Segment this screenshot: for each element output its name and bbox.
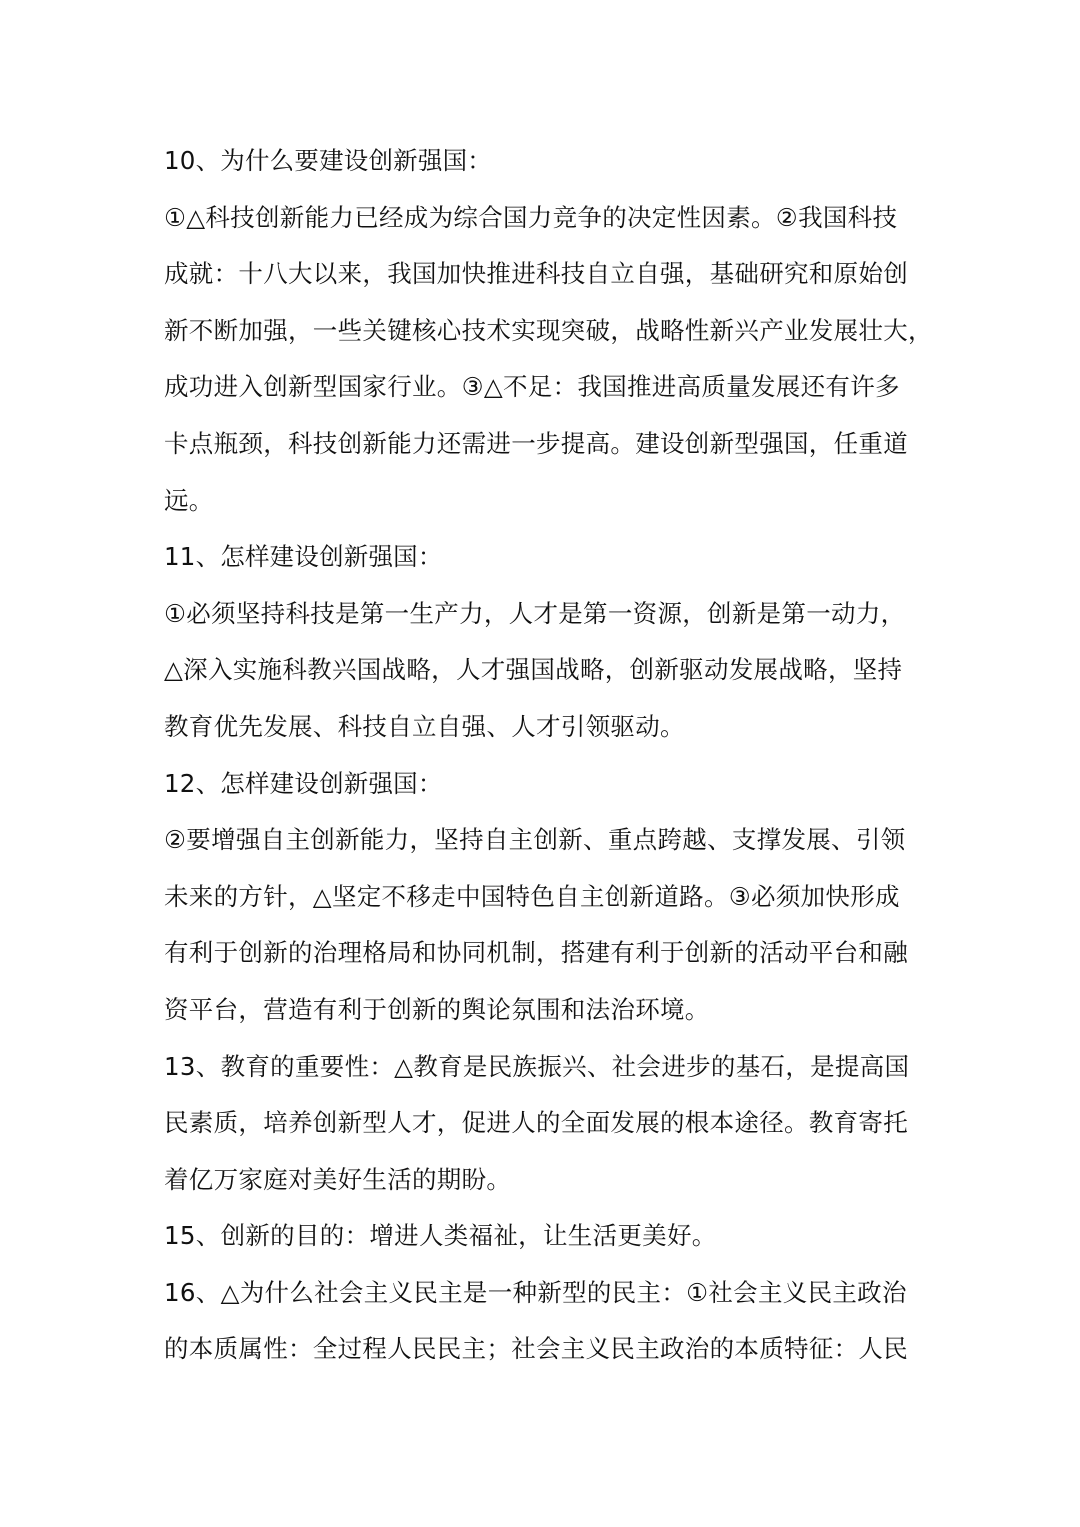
heading-q12: 12、怎样建设创新强国： <box>164 768 443 798</box>
text-line: 未来的方针，△坚定不移走中国特色自主创新道路。③必须加快形成 <box>164 881 900 911</box>
text-line: 成功进入创新型国家行业。③△不足：我国推进高质量发展还有许多 <box>164 372 900 402</box>
heading-q10: 10、为什么要建设创新强国： <box>164 146 492 175</box>
text-line: 民素质，培养创新型人才，促进人的全面发展的根本途径。教育寄托 <box>164 1108 908 1138</box>
heading-q15: 15、创新的目的：增进人类福祉，让生活更美好。 <box>164 1221 717 1251</box>
document-body <box>164 138 934 1383</box>
text-line: ①△科技创新能力已经成为综合国力竞争的决定性因素。②我国科技 <box>164 202 898 232</box>
text-line: 有利于创新的治理格局和协同机制，搭建有利于创新的活动平台和融 <box>164 938 908 968</box>
heading-q11: 11、怎样建设创新强国： <box>164 542 443 572</box>
text-line: 卡点瓶颈，科技创新能力还需进一步提高。建设创新型强国，任重道 <box>164 428 908 458</box>
text-line: 的本质属性：全过程人民民主；社会主义民主政治的本质特征：人民 <box>164 1334 908 1364</box>
text-line: ①必须坚持科技是第一生产力，人才是第一资源，创新是第一动力， <box>164 598 906 628</box>
heading-q13: 13、教育的重要性：△教育是民族振兴、社会进步的基石，是提高国 <box>164 1051 910 1081</box>
text-line: 着亿万家庭对美好生活的期盼。 <box>164 1164 512 1194</box>
text-line: 教育优先发展、科技自立自强、人才引领驱动。 <box>164 711 685 741</box>
text-line: 新不断加强，一些关键核心技术实现突破，战略性新兴产业发展壮大， <box>164 315 933 345</box>
text-line: ②要增强自主创新能力，坚持自主创新、重点跨越、支撑发展、引领 <box>164 825 906 855</box>
text-line: 资平台，营造有利于创新的舆论氛围和法治环境。 <box>164 994 710 1024</box>
text-line: 远。 <box>164 485 214 515</box>
text-line: 成就：十八大以来，我国加快推进科技自立自强，基础研究和原始创 <box>164 259 908 289</box>
heading-q16: 16、△为什么社会主义民主是一种新型的民主：①社会主义民主政治 <box>164 1277 907 1307</box>
text-line: △深入实施科教兴国战略，人才强国战略，创新驱动发展战略，坚持 <box>164 655 903 685</box>
